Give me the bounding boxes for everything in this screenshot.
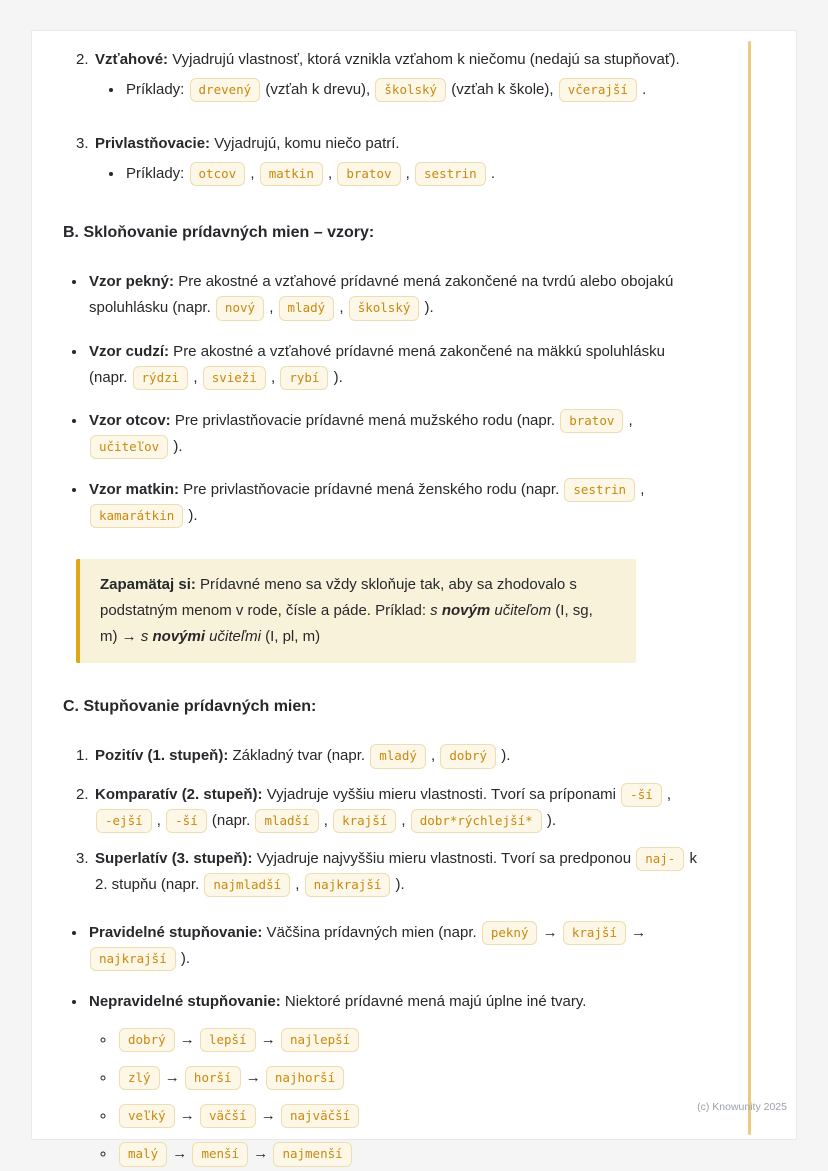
text-fragment: novými bbox=[152, 628, 206, 646]
accent-rule bbox=[748, 41, 751, 1135]
item-text bbox=[95, 743, 701, 769]
text-fragment: , bbox=[246, 165, 259, 183]
text-fragment: , bbox=[426, 747, 440, 765]
code-chip: mladý bbox=[279, 296, 335, 320]
text-fragment: → bbox=[256, 1031, 280, 1049]
item-body bbox=[95, 47, 701, 107]
text-fragment: (I, pl, m) bbox=[260, 628, 321, 646]
item-body bbox=[95, 782, 701, 834]
text-fragment: s bbox=[140, 628, 153, 646]
text-fragment: ). bbox=[169, 437, 183, 455]
bullet-item-irregular bbox=[87, 989, 701, 1167]
code-chip: malý bbox=[119, 1142, 167, 1166]
example-text bbox=[126, 77, 701, 103]
code-chip: mladší bbox=[255, 809, 318, 833]
bold-text: Vzor otcov: bbox=[89, 411, 171, 429]
text-fragment: s bbox=[430, 602, 442, 620]
text-fragment: (napr. bbox=[207, 811, 255, 829]
bold-text: Komparatív (2. stupeň): bbox=[95, 785, 263, 803]
text-fragment: ). bbox=[542, 811, 557, 829]
numbered-item-comparative bbox=[76, 782, 701, 834]
text-fragment: → bbox=[249, 1145, 273, 1163]
code-chip: bratov bbox=[560, 409, 623, 433]
numbered-item-relational bbox=[76, 47, 701, 107]
text-fragment: Pre privlastňovacie prídavné mená ženského rodu (napr. bbox=[179, 480, 564, 498]
code-chip: -ší bbox=[621, 783, 662, 807]
irregular-form-text bbox=[118, 1103, 701, 1129]
item-body bbox=[95, 846, 701, 898]
irregular-form-text bbox=[118, 1027, 701, 1053]
item-number: 2. bbox=[76, 51, 89, 68]
example-bullet bbox=[124, 77, 701, 103]
example-text bbox=[126, 161, 701, 187]
text-fragment: → bbox=[626, 923, 647, 941]
code-chip: drevený bbox=[190, 78, 261, 102]
text-fragment: ). bbox=[497, 747, 511, 765]
callout-box bbox=[76, 559, 636, 663]
text-fragment: → bbox=[175, 1031, 199, 1049]
text-fragment: , bbox=[335, 299, 348, 317]
bold-text: Vzor pekný: bbox=[89, 273, 175, 291]
text-fragment: , bbox=[319, 811, 333, 829]
item-text bbox=[95, 131, 701, 157]
code-chip: dobr*rýchlejší* bbox=[411, 809, 542, 833]
code-chip: najlepší bbox=[281, 1028, 359, 1052]
footer-text: (c) Knowunity 2025 bbox=[697, 1101, 787, 1113]
text-fragment: ). bbox=[176, 949, 191, 967]
code-chip: mladý bbox=[370, 744, 426, 768]
text-fragment: ). bbox=[329, 368, 343, 386]
text-fragment: → bbox=[241, 1069, 265, 1087]
gradation-degrees-list bbox=[63, 743, 701, 897]
code-chip: svieži bbox=[203, 366, 266, 390]
text-fragment: Vyjadruje vyššiu mieru vlastnosti. Tvorí sa príponami bbox=[262, 785, 621, 803]
bold-text: Pravidelné stupňovanie: bbox=[89, 923, 263, 941]
code-chip: lepší bbox=[200, 1028, 256, 1052]
text-fragment: k 2. stupňu (napr. bbox=[95, 849, 697, 893]
example-bullet bbox=[124, 161, 701, 187]
bold-text: Superlatív (3. stupeň): bbox=[95, 849, 253, 867]
text-fragment: , bbox=[624, 411, 633, 429]
code-chip: naj- bbox=[636, 847, 684, 871]
code-chip: otcov bbox=[190, 162, 246, 186]
item-text bbox=[95, 47, 701, 73]
text-fragment: Vyjadrujú, komu niečo patrí. bbox=[210, 135, 400, 153]
bullet-text bbox=[89, 989, 701, 1015]
code-chip: najkrajší bbox=[90, 947, 176, 971]
callout-text bbox=[100, 572, 614, 650]
text-fragment: (vzťah k škole), bbox=[447, 81, 558, 99]
text-fragment: Vyjadrujú vlastnosť, ktorá vznikla vzťahom k niečomu (nedajú sa stupňovať). bbox=[168, 51, 680, 68]
item-text bbox=[95, 846, 701, 898]
code-chip: dobrý bbox=[119, 1028, 175, 1052]
irregular-form-row bbox=[116, 1103, 701, 1129]
item-body bbox=[95, 131, 701, 191]
item-number: 1. bbox=[76, 747, 89, 765]
example-list bbox=[95, 161, 701, 187]
bullet-text bbox=[89, 339, 701, 391]
code-chip: učiteľov bbox=[90, 435, 168, 459]
text-fragment: → bbox=[160, 1069, 184, 1087]
text-fragment: Základný tvar (napr. bbox=[228, 747, 370, 765]
code-chip: krajší bbox=[563, 921, 626, 945]
code-chip: -ší bbox=[166, 809, 207, 833]
code-chip: -ejší bbox=[96, 809, 152, 833]
irregular-form-text bbox=[118, 1065, 701, 1091]
text-fragment: učiteľmi bbox=[205, 628, 261, 646]
text-fragment: , bbox=[401, 165, 415, 183]
numbered-item-positive bbox=[76, 743, 701, 769]
code-chip: zlý bbox=[119, 1066, 160, 1090]
text-fragment: učiteľom bbox=[490, 602, 552, 620]
bold-text: Zapamätaj si: bbox=[100, 576, 196, 594]
bullet-item-regular bbox=[87, 920, 701, 972]
code-chip: najhorší bbox=[266, 1066, 344, 1090]
code-chip: kamarátkin bbox=[90, 504, 183, 528]
bullet-text bbox=[89, 477, 701, 529]
bullet-text bbox=[89, 408, 701, 460]
code-chip: horší bbox=[185, 1066, 241, 1090]
document-page bbox=[31, 30, 797, 1163]
text-fragment: . bbox=[486, 165, 496, 183]
code-chip: sestrin bbox=[564, 478, 635, 502]
bold-text: Pozitív (1. stupeň): bbox=[95, 747, 229, 765]
item-body bbox=[95, 743, 701, 769]
text-fragment: , bbox=[397, 811, 410, 829]
gradation-types-list bbox=[63, 920, 701, 1168]
text-fragment: , bbox=[636, 480, 645, 498]
code-chip: najmenší bbox=[273, 1142, 351, 1166]
document-content bbox=[32, 31, 796, 1168]
code-chip: veľký bbox=[119, 1104, 175, 1128]
irregular-forms-list bbox=[89, 1027, 701, 1167]
text-fragment: → bbox=[538, 923, 562, 941]
text-fragment: , bbox=[291, 875, 304, 893]
text-fragment: → bbox=[256, 1107, 280, 1125]
text-fragment: Pre privlastňovacie prídavné mená mužského rodu (napr. bbox=[170, 411, 560, 429]
code-chip: najväčší bbox=[281, 1104, 359, 1128]
numbered-item-superlative bbox=[76, 846, 701, 898]
text-fragment: Vyjadruje najvyššiu mieru vlastnosti. Tvorí sa predponou bbox=[252, 849, 636, 867]
text-fragment: Niektoré prídavné mená majú úplne iné tvary. bbox=[280, 993, 587, 1011]
code-chip: menší bbox=[192, 1142, 248, 1166]
text-fragment: Pre akostné a vzťahové prídavné mená zakončené na mäkkú spoluhlásku (napr. bbox=[89, 342, 665, 386]
code-chip: rýdzi bbox=[133, 366, 189, 390]
code-chip: školský bbox=[375, 78, 446, 102]
item-number: 2. bbox=[76, 785, 89, 803]
example-list bbox=[95, 77, 701, 103]
declension-patterns-list bbox=[63, 269, 701, 529]
text-fragment: (vzťah k drevu), bbox=[261, 81, 375, 99]
code-chip: najmladší bbox=[204, 873, 290, 897]
section-heading-declension: B. Skloňovanie prídavných mien – vzory: bbox=[63, 224, 375, 242]
code-chip: pekný bbox=[482, 921, 538, 945]
numbered-item-possessive bbox=[76, 131, 701, 191]
irregular-form-text bbox=[118, 1141, 701, 1167]
text-fragment: . bbox=[637, 81, 647, 99]
bullet-item-pattern bbox=[87, 408, 701, 460]
bullet-item-pattern bbox=[87, 339, 701, 391]
code-chip: školský bbox=[349, 296, 420, 320]
bullet-item-pattern bbox=[87, 477, 701, 529]
bold-text: Vzťahové: bbox=[95, 51, 169, 68]
code-chip: najkrajší bbox=[305, 873, 391, 897]
bullet-item-pattern bbox=[87, 269, 701, 321]
text-fragment: Príklady: bbox=[126, 165, 189, 183]
item-text bbox=[95, 782, 701, 834]
text-fragment: → bbox=[168, 1145, 192, 1163]
bold-text: Privlastňovacie: bbox=[95, 135, 211, 153]
item-number: 3. bbox=[76, 135, 89, 153]
text-fragment: , bbox=[152, 811, 166, 829]
text-fragment: ). bbox=[420, 299, 434, 317]
section-heading-gradation: C. Stupňovanie prídavných mien: bbox=[63, 698, 317, 716]
code-chip: matkin bbox=[260, 162, 323, 186]
code-chip: sestrin bbox=[415, 162, 486, 186]
text-fragment: , bbox=[265, 299, 278, 317]
text-fragment: (I, sg, m) → bbox=[100, 602, 593, 646]
code-chip: bratov bbox=[337, 162, 400, 186]
text-fragment: ). bbox=[184, 507, 198, 525]
bold-text: Vzor cudzí: bbox=[89, 342, 170, 360]
text-fragment: → bbox=[175, 1107, 199, 1125]
text-fragment: , bbox=[189, 368, 202, 386]
irregular-form-row bbox=[116, 1141, 701, 1167]
irregular-form-row bbox=[116, 1065, 701, 1091]
text-fragment: Pre akostné a vzťahové prídavné mená zakončené na tvrdú alebo obojakú spoluhlásku (napr. bbox=[89, 273, 674, 317]
text-fragment: Prídavné meno sa vždy skloňuje tak, aby sa zhodovalo s podstatným menom v rode, čísle a páde. Príklad: bbox=[100, 576, 577, 620]
text-fragment: , bbox=[662, 785, 672, 803]
code-chip: krajší bbox=[333, 809, 396, 833]
code-chip: dobrý bbox=[440, 744, 496, 768]
text-fragment: , bbox=[323, 165, 337, 183]
text-fragment: , bbox=[266, 368, 280, 386]
code-chip: včerajší bbox=[559, 78, 637, 102]
code-chip: väčší bbox=[200, 1104, 256, 1128]
bold-text: Nepravidelné stupňovanie: bbox=[89, 993, 281, 1011]
text-fragment: ). bbox=[391, 875, 405, 893]
code-chip: rybí bbox=[280, 366, 328, 390]
bullet-text bbox=[89, 269, 701, 321]
irregular-form-row bbox=[116, 1027, 701, 1053]
item-number: 3. bbox=[76, 849, 89, 867]
code-chip: nový bbox=[216, 296, 264, 320]
bullet-text bbox=[89, 920, 701, 972]
text-fragment: Väčšina prídavných mien (napr. bbox=[262, 923, 481, 941]
text-fragment: novým bbox=[441, 602, 491, 620]
text-fragment: Príklady: bbox=[126, 81, 189, 99]
bold-text: Vzor matkin: bbox=[89, 480, 180, 498]
